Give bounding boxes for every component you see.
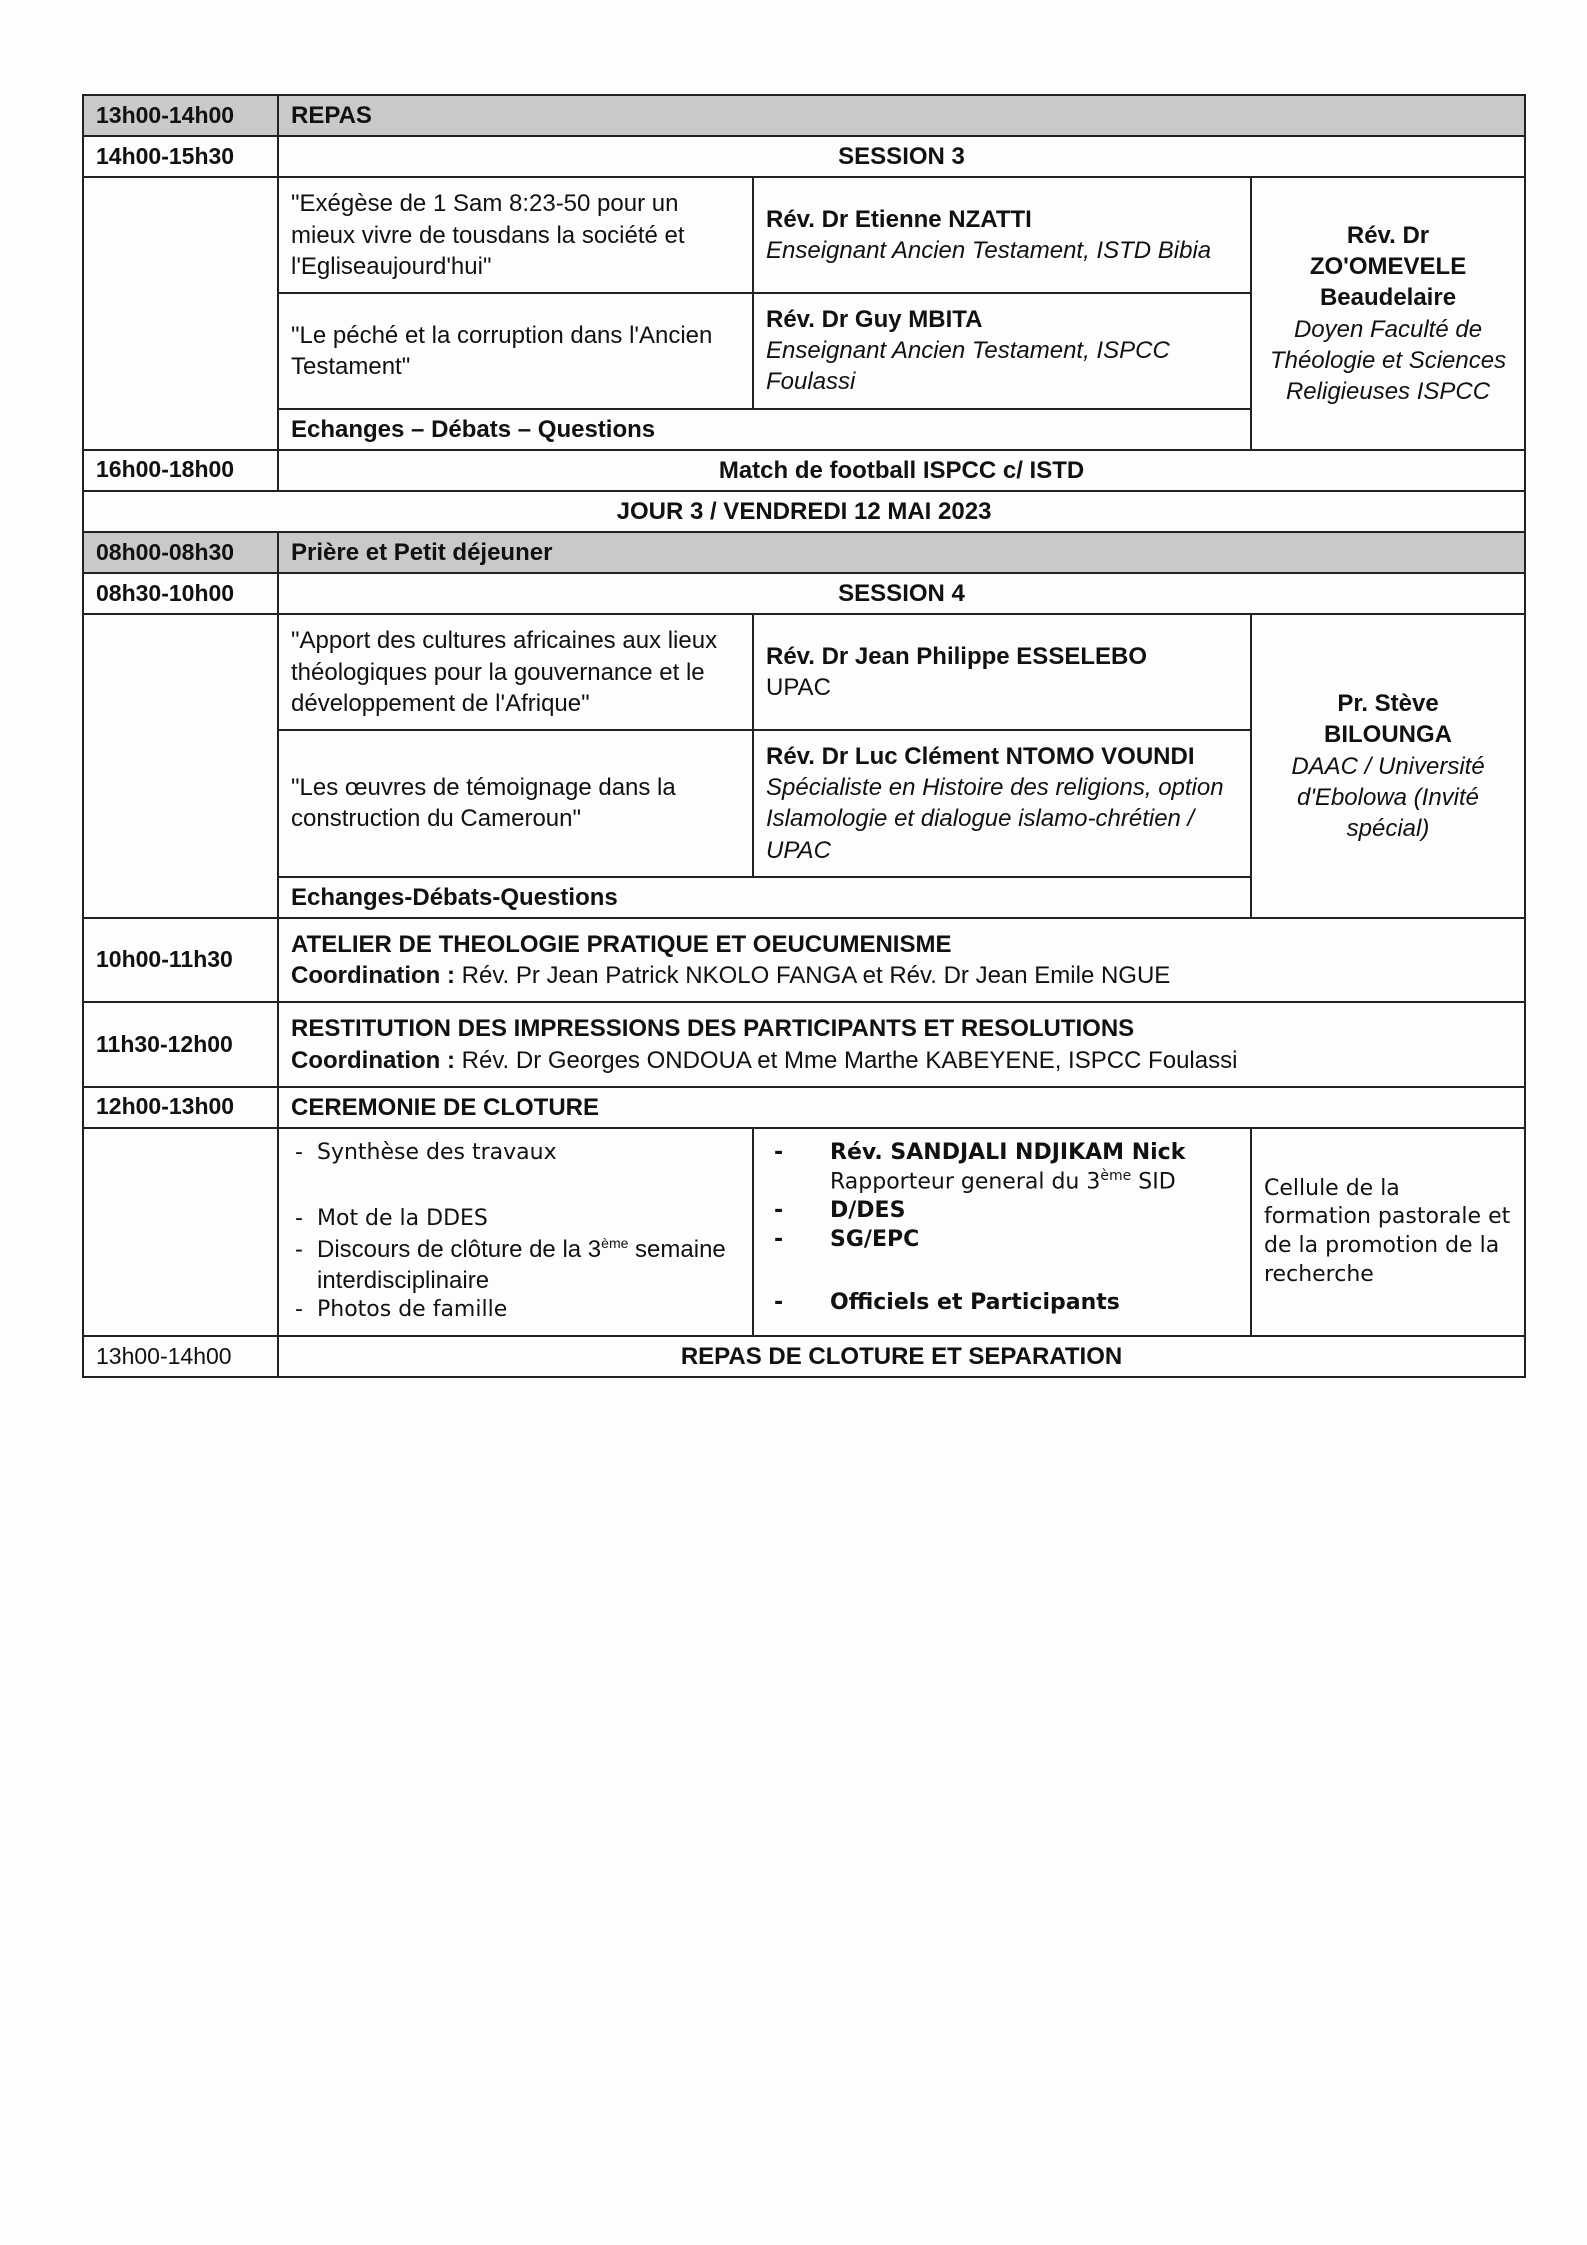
row-session-3: [83, 136, 1525, 177]
time-cell: 16h00-18h00: [83, 450, 278, 491]
activity-label: CEREMONIE DE CLOTURE: [278, 1087, 1525, 1128]
role-text: Rapporteur general du 3: [830, 1169, 1101, 1195]
item-text: Discours de clôture de la 3: [317, 1236, 602, 1264]
speaker-name: Rév. Dr Luc Clément NTOMO VOUNDI: [766, 743, 1195, 770]
row-s3-talk1: [83, 177, 1525, 293]
empty-time-cell: [83, 177, 278, 449]
coordination-names: Rév. Dr Georges ONDOUA et Mme Marthe KABEYENE, ISPCC Foulassi: [461, 1046, 1238, 1074]
row-s4-talk1: [83, 614, 1525, 730]
moderator-name: BILOUNGA: [1324, 721, 1453, 749]
moderator-title: Rév. Dr: [1346, 221, 1430, 249]
list-item: - Rév. SANDJALI NDJIKAM Nick: [766, 1139, 1238, 1168]
activity-label: REPAS DE CLOTURE ET SEPARATION: [278, 1336, 1525, 1377]
row-restitution: [83, 1002, 1525, 1086]
empty-time-cell: [83, 614, 278, 918]
workshop-cell: [278, 918, 1525, 1002]
time-cell: 10h00-11h30: [83, 918, 278, 1002]
row-repas: [83, 95, 1525, 136]
debate-label: Echanges-Débats-Questions: [278, 877, 1251, 918]
list-item: - Photos de famille: [291, 1296, 740, 1325]
program-table: [82, 94, 1526, 1378]
time-cell: 12h00-13h00: [83, 1087, 278, 1128]
speaker-role: Enseignant Ancien Testament, ISTD Bibia: [766, 237, 1212, 265]
item-superscript: ème: [601, 1235, 629, 1252]
session-title: SESSION 3: [278, 136, 1525, 177]
list-item: - Mot de la DDES: [291, 1205, 740, 1234]
item-text: semaine interdisciplinaire: [317, 1236, 726, 1295]
coordination-label: Coordination :: [291, 962, 455, 990]
speaker-name: Rév. Dr Etienne NZATTI: [766, 205, 1032, 233]
activity-label: REPAS: [278, 95, 1525, 136]
list-item: - SG/EPC: [766, 1226, 1238, 1255]
speaker-name: Rév. Dr Guy MBITA: [766, 305, 983, 333]
program-document: [82, 94, 1524, 1378]
moderator-cell: [1251, 614, 1525, 918]
time-cell: 13h00-14h00: [83, 95, 278, 136]
time-cell: 11h30-12h00: [83, 1002, 278, 1086]
moderator-role: DAAC / Université d'Ebolowa (Invité spécial): [1291, 752, 1485, 842]
workshop-title: ATELIER DE THEOLOGIE PRATIQUE ET OEUCUMENISME: [291, 930, 952, 958]
activity-label: Prière et Petit déjeuner: [278, 532, 1525, 573]
organizer-cell: Cellule de la formation pastorale et de la promotion de la recherche: [1251, 1128, 1525, 1336]
time-cell: 13h00-14h00: [83, 1336, 278, 1377]
closing-who-list: [766, 1139, 1238, 1317]
talk-topic: "Les œuvres de témoignage dans la construction du Cameroun": [278, 730, 753, 877]
talk-topic: "Le péché et la corruption dans l'Ancien Testament": [278, 293, 753, 409]
role-text: SID: [1131, 1169, 1176, 1195]
row-closing-ceremony: [83, 1087, 1525, 1128]
speaker-name: Rév. Dr Jean Philippe ESSELEBO: [766, 643, 1147, 671]
coordination-label: Coordination :: [291, 1046, 455, 1074]
row-atelier: [83, 918, 1525, 1002]
time-cell: 08h30-10h00: [83, 573, 278, 614]
speaker-cell: [753, 730, 1251, 877]
row-closing-details: [83, 1128, 1525, 1336]
list-item: [291, 1234, 740, 1296]
row-breakfast: [83, 532, 1525, 573]
speaker-role: Spécialiste en Histoire des religions, option Islamologie et dialogue islamo-chrétien / UPAC: [766, 774, 1224, 864]
row-session-4: [83, 573, 1525, 614]
row-day-3: [83, 491, 1525, 532]
restitution-title: RESTITUTION DES IMPRESSIONS DES PARTICIPANTS ET RESOLUTIONS: [291, 1015, 1135, 1043]
role-superscript: ème: [1100, 1168, 1132, 1185]
list-item: - Synthèse des travaux: [291, 1139, 740, 1168]
session-title: SESSION 4: [278, 573, 1525, 614]
list-item: - D/DES: [766, 1197, 1238, 1226]
row-football: [83, 450, 1525, 491]
moderator-cell: [1251, 177, 1525, 449]
talk-topic: "Exégèse de 1 Sam 8:23-50 pour un mieux vivre de tousdans la société et l'Egliseaujourd'hui": [278, 177, 753, 293]
speaker-cell: [753, 177, 1251, 293]
list-item-role: [766, 1167, 1238, 1197]
speaker-cell: [753, 614, 1251, 730]
closing-items-list: [291, 1139, 740, 1325]
list-item: - Officiels et Participants: [766, 1289, 1238, 1318]
closing-who-cell: [753, 1128, 1251, 1336]
coordination-names: Rév. Pr Jean Patrick NKOLO FANGA et Rév. Dr Jean Emile NGUE: [461, 962, 1171, 990]
time-cell: 14h00-15h30: [83, 136, 278, 177]
closing-items-cell: [278, 1128, 753, 1336]
time-cell: 08h00-08h30: [83, 532, 278, 573]
moderator-role: Doyen Faculté de Théologie et Sciences Religieuses ISPCC: [1269, 315, 1507, 405]
day-heading: JOUR 3 / VENDREDI 12 MAI 2023: [83, 491, 1525, 532]
speaker-role: UPAC: [766, 674, 831, 702]
activity-label: Match de football ISPCC c/ ISTD: [278, 450, 1525, 491]
speaker-cell: [753, 293, 1251, 409]
debate-label: Echanges – Débats – Questions: [278, 409, 1251, 450]
row-closing-meal: [83, 1336, 1525, 1377]
moderator-firstname: Beaudelaire: [1319, 284, 1457, 312]
empty-time-cell: [83, 1128, 278, 1336]
talk-topic: "Apport des cultures africaines aux lieux théologiques pour la gouvernance et le développement de l'Afrique": [278, 614, 753, 730]
moderator-name: ZO'OMEVELE: [1309, 253, 1467, 281]
moderator-title: Pr. Stève: [1337, 690, 1439, 718]
speaker-role: Enseignant Ancien Testament, ISPCC Foulassi: [766, 337, 1170, 396]
restitution-cell: [278, 1002, 1525, 1086]
